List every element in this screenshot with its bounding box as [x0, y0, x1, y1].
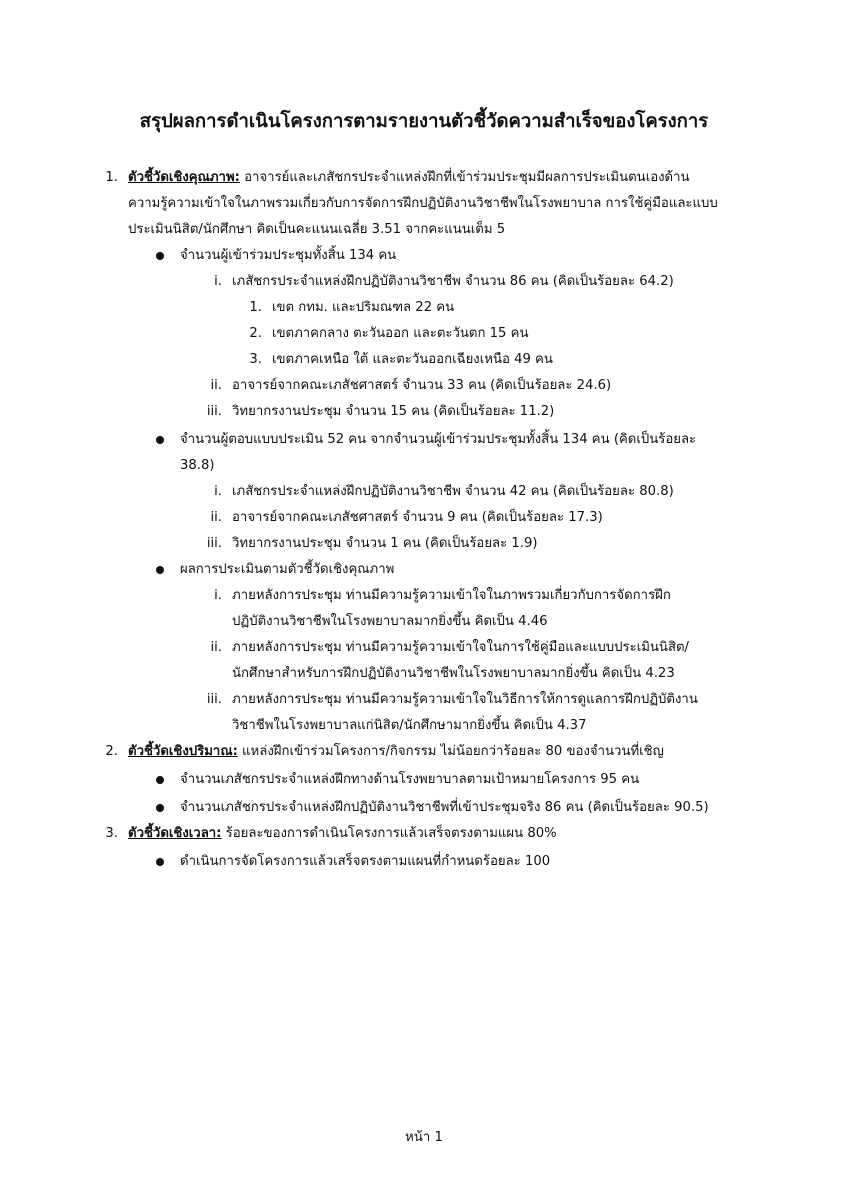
item-2-number: 2. [105, 744, 118, 759]
bullet-icon [156, 804, 164, 812]
attendees-total: จำนวนผู้เข้าร่วมประชุมทั้งสิ้น 134 คน [180, 248, 397, 263]
schedule-result: ดำเนินการจัดโครงการแล้วเสร็จตรงตามแผนที่กำหนดร้อยละ 100 [180, 854, 551, 869]
bullet-icon [156, 252, 164, 260]
eval-iii-line-1: ภายหลังการประชุม ท่านมีความรู้ความเข้าใจในวิธีการให้การดูแลการฝึกปฏิบัติงาน [232, 692, 698, 707]
item-3-text: ร้อยละของการดำเนินโครงการแล้วเสร็จตรงตามแผน 80% [221, 826, 557, 841]
item-2-line [128, 742, 664, 762]
page-title: สรุปผลการดำเนินโครงการตามรายงานตัวชี้วัดความสำเร็จของโครงการ [139, 111, 709, 132]
sub-number-2: 2. [249, 326, 262, 341]
attendees-pharmacists: เภสัชกรประจำแหล่งฝึกปฏิบัติงานวิชาชีพ จำนวน 86 คน (คิดเป็นร้อยละ 64.2) [232, 274, 674, 289]
bullet-icon [156, 858, 164, 866]
respondents-line-2: 38.8) [180, 458, 215, 473]
sub-number-1: 1. [249, 300, 262, 315]
respondents-speakers: วิทยากรงานประชุม จำนวน 1 คน (คิดเป็นร้อยละ 1.9) [232, 536, 538, 551]
eval-iii-line-2: วิชาชีพในโรงพยาบาลแก่นิสิต/นักศึกษามากยิ่งขึ้น คิดเป็น 4.37 [232, 718, 587, 733]
item-3-line [128, 824, 557, 844]
item-2-label: ตัวชี้วัดเชิงปริมาณ: [128, 744, 238, 759]
item-3-label: ตัวชี้วัดเชิงเวลา: [128, 826, 222, 841]
bullet-icon [156, 776, 164, 784]
item-1-line-2: ความรู้ความเข้าใจในภาพรวมเกี่ยวกับการจัดการฝึกปฏิบัติงานวิชาชีพในโรงพยาบาล การใช้คู่มือและแบบ [128, 196, 718, 211]
respondents-faculty: อาจารย์จากคณะเภสัชศาสตร์ จำนวน 9 คน (คิดเป็นร้อยละ 17.3) [232, 510, 603, 525]
eval-ii-line-1: ภายหลังการประชุม ท่านมีความรู้ความเข้าใจในการใช้คู่มือและแบบประเมินนิสิต/ [232, 640, 689, 655]
bullet-icon [156, 566, 164, 574]
respondents-line-1: จำนวนผู้ตอบแบบประเมิน 52 คน จากจำนวนผู้เข้าร่วมประชุมทั้งสิ้น 134 คน (คิดเป็นร้อยละ [180, 432, 697, 447]
eval-i-line-2: ปฏิบัติงานวิชาชีพในโรงพยาบาลมากยิ่งขึ้น คิดเป็น 4.46 [232, 614, 548, 629]
roman-iii: iii. [206, 536, 222, 551]
page-number: หน้า 1 [405, 1130, 443, 1145]
item-1-number: 1. [105, 170, 118, 185]
roman-ii: ii. [210, 640, 222, 655]
item-2-text: แหล่งฝึกเข้าร่วมโครงการ/กิจกรรม ไม่น้อยกว่าร้อยละ 80 ของจำนวนที่เชิญ [237, 744, 664, 759]
roman-i: i. [214, 588, 222, 603]
item-1-line-3: ประเมินนิสิต/นักศึกษา คิดเป็นคะแนนเฉลี่ย 3.51 จากคะแนนเต็ม 5 [128, 222, 506, 237]
respondents-pharmacists: เภสัชกรประจำแหล่งฝึกปฏิบัติงานวิชาชีพ จำนวน 42 คน (คิดเป็นร้อยละ 80.8) [232, 484, 674, 499]
roman-iii: iii. [206, 404, 222, 419]
region-bangkok: เขต กทม. และปริมณฑล 22 คน [272, 300, 455, 315]
item-1-label: ตัวชี้วัดเชิงคุณภาพ: [128, 170, 240, 185]
item-3-number: 3. [105, 826, 118, 841]
region-north: เขตภาคเหนือ ใต้ และตะวันออกเฉียงเหนือ 49 คน [272, 352, 553, 367]
roman-ii: ii. [210, 378, 222, 393]
eval-ii-line-2: นักศึกษาสำหรับการฝึกปฏิบัติงานวิชาชีพในโรงพยาบาลมากยิ่งขึ้น คิดเป็น 4.23 [232, 666, 675, 681]
sub-number-3: 3. [249, 352, 262, 367]
roman-iii: iii. [206, 692, 222, 707]
roman-i: i. [214, 484, 222, 499]
roman-ii: ii. [210, 510, 222, 525]
item-1-line-1 [128, 168, 690, 188]
attendees-speakers: วิทยากรงานประชุม จำนวน 15 คน (คิดเป็นร้อยละ 11.2) [232, 404, 555, 419]
bullet-icon [156, 436, 164, 444]
target-pharmacists: จำนวนเภสัชกรประจำแหล่งฝึกทางด้านโรงพยาบาลตามเป้าหมายโครงการ 95 คน [180, 772, 640, 787]
eval-i-line-1: ภายหลังการประชุม ท่านมีความรู้ความเข้าใจในภาพรวมเกี่ยวกับการจัดการฝึก [232, 588, 671, 603]
attendees-faculty: อาจารย์จากคณะเภสัชศาสตร์ จำนวน 33 คน (คิดเป็นร้อยละ 24.6) [232, 378, 612, 393]
evaluation-results: ผลการประเมินตามตัวชี้วัดเชิงคุณภาพ [180, 562, 395, 577]
roman-i: i. [214, 274, 222, 289]
item-1-text: อาจารย์และเภสัชกรประจำแหล่งฝึกที่เข้าร่วมประชุมมีผลการประเมินตนเองด้าน [239, 170, 690, 185]
actual-pharmacists: จำนวนเภสัชกรประจำแหล่งฝึกปฏิบัติงานวิชาชีพที่เข้าประชุมจริง 86 คน (คิดเป็นร้อยละ 90.5) [180, 800, 709, 815]
region-central: เขตภาคกลาง ตะวันออก และตะวันตก 15 คน [272, 326, 529, 341]
